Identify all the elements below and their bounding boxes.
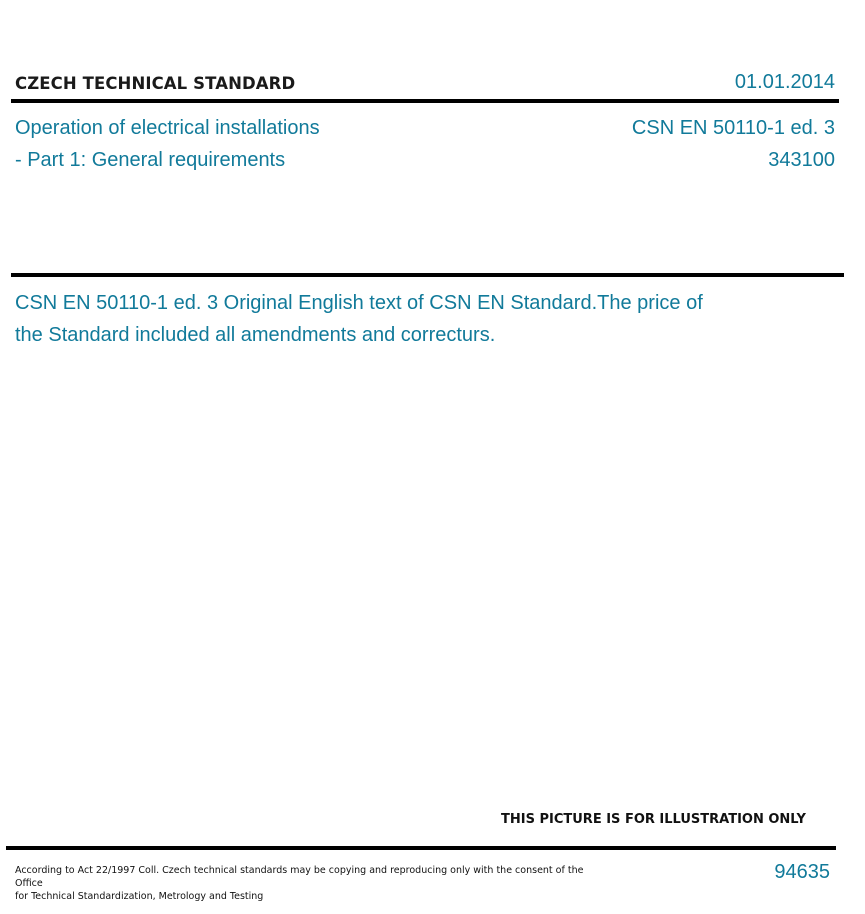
standard-title-line-1: Operation of electrical installations <box>15 117 320 139</box>
middle-divider <box>11 273 844 277</box>
legal-notice <box>15 864 590 903</box>
publication-date: 01.01.2014 <box>734 71 835 93</box>
standard-description: CSN EN 50110-1 ed. 3 Original English text of CSN EN Standard.The price of the Standard included all amendments and correcturs. <box>15 292 703 346</box>
legal-notice-line-2: for Technical Standardization, Metrology and Testing <box>15 891 264 902</box>
top-divider <box>11 99 839 103</box>
standard-title-line-2: - Part 1: General requirements <box>15 149 286 171</box>
document-heading: CZECH TECHNICAL STANDARD <box>15 74 296 93</box>
bottom-divider <box>6 846 836 850</box>
classification-code: 343100 <box>768 149 835 171</box>
standard-code: CSN EN 50110-1 ed. 3 <box>631 117 835 139</box>
legal-notice-line-1: According to Act 22/1997 Coll. Czech technical standards may be copying and reproducing only with the consent of the Office <box>15 865 584 889</box>
document-number: 94635 <box>774 861 830 883</box>
illustration-notice: THIS PICTURE IS FOR ILLUSTRATION ONLY <box>501 812 806 827</box>
